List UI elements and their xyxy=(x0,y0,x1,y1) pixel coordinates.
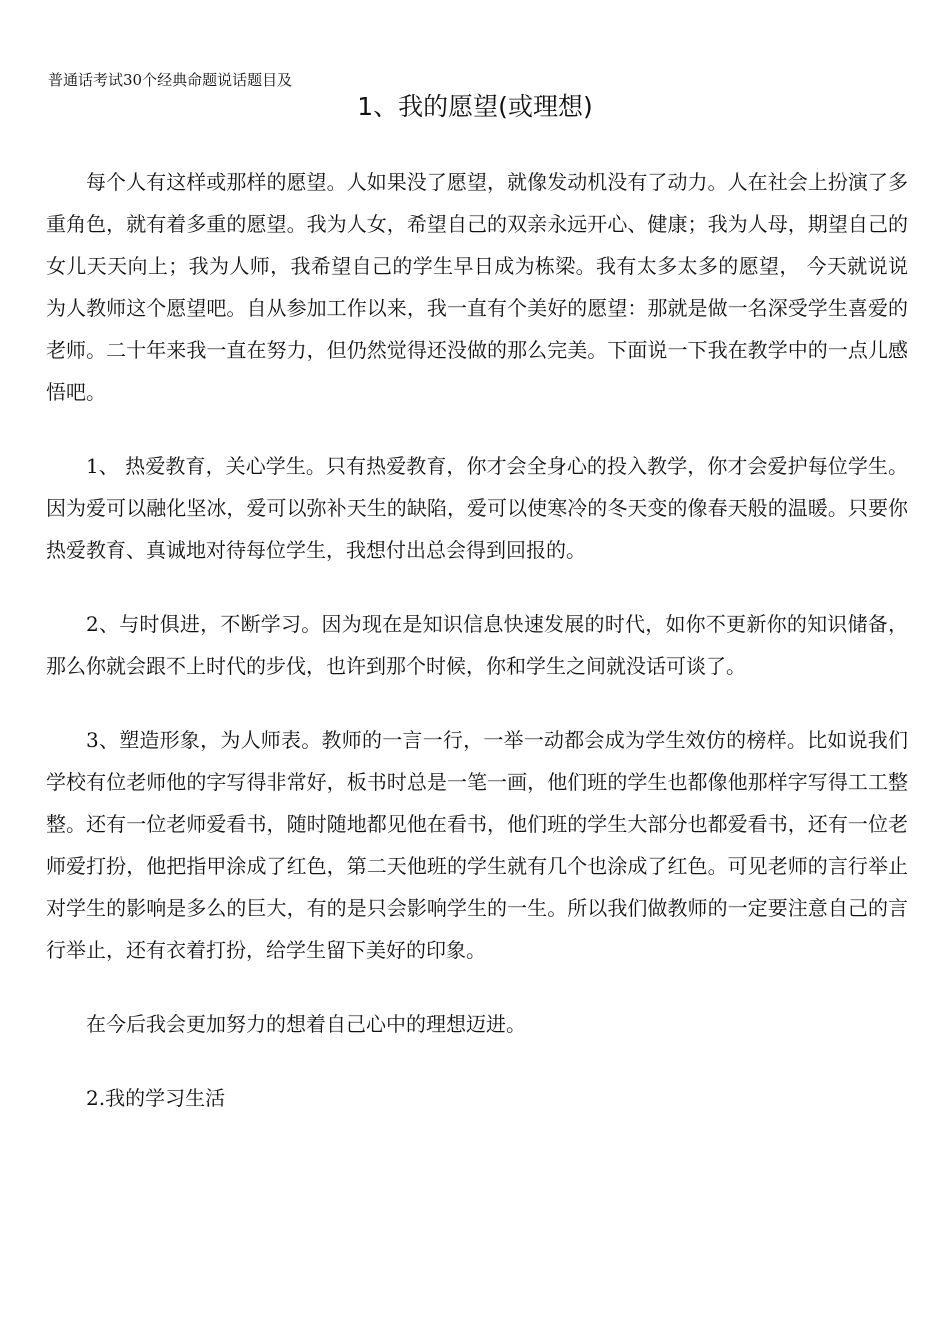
document-title: 1、我的愿望(或理想) xyxy=(357,92,593,121)
paragraph-intro: 每个人有这样或那样的愿望。人如果没了愿望，就像发动机没有了动力。人在社会上扮演了多重角色，就有着多重的愿望。我为人女，希望自己的双亲永远开心、健康；我为人母，期望自己的女儿天天向上；我为人师，我希望自己的学生早日成为栋梁。我有太多太多的愿望， 今天就说说为人教师这个愿望吧。自从参加工作以来，我一直有个美好的愿望：那就是做一名深受学生喜爱的老师。二十年来我一直在努力，但仍然觉得还没做的那么完美。下面说一下我在教学中的一点儿感悟吧。 xyxy=(46,170,908,404)
paragraph-closing: 在今后我会更加努力的想着自己心中的理想迈进。 xyxy=(86,1012,526,1036)
next-section-heading: 2.我的学习生活 xyxy=(86,1086,226,1110)
paragraph-point-3: 3、塑造形象，为人师表。教师的一言一行，一举一动都会成为学生效仿的榜样。比如说我们学校有位老师他的字写得非常好，板书时总是一笔一画，他们班的学生也都像他那样字写得工工整整。还有一位老师爱看书，随时随地都见他在看书，他们班的学生大部分也都爱看书，还有一位老师爱打扮，他把指甲涂成了红色，第二天他班的学生就有几个也涂成了红色。可见老师的言行举止对学生的影响是多么的巨大，有的是只会影响学生的一生。所以我们做教师的一定要注意自己的言行举止，还有衣着打扮，给学生留下美好的印象。 xyxy=(46,728,908,962)
document-body xyxy=(46,161,908,1119)
paragraph-point-1: 1、 热爱教育，关心学生。只有热爱教育，你才会全身心的投入教学，你才会爱护每位学生。因为爱可以融化坚冰，爱可以弥补天生的缺陷，爱可以使寒冷的冬天变的像春天般的温暖。只要你热爱教育、真诚地对待每位学生，我想付出总会得到回报的。 xyxy=(46,454,908,562)
document-header: 普通话考试30个经典命题说话题目及 xyxy=(48,71,293,89)
paragraph-point-2: 2、与时俱进，不断学习。因为现在是知识信息快速发展的时代，如你不更新你的知识储备，那么你就会跟不上时代的步伐，也许到那个时候，你和学生之间就没话可谈了。 xyxy=(46,612,908,678)
